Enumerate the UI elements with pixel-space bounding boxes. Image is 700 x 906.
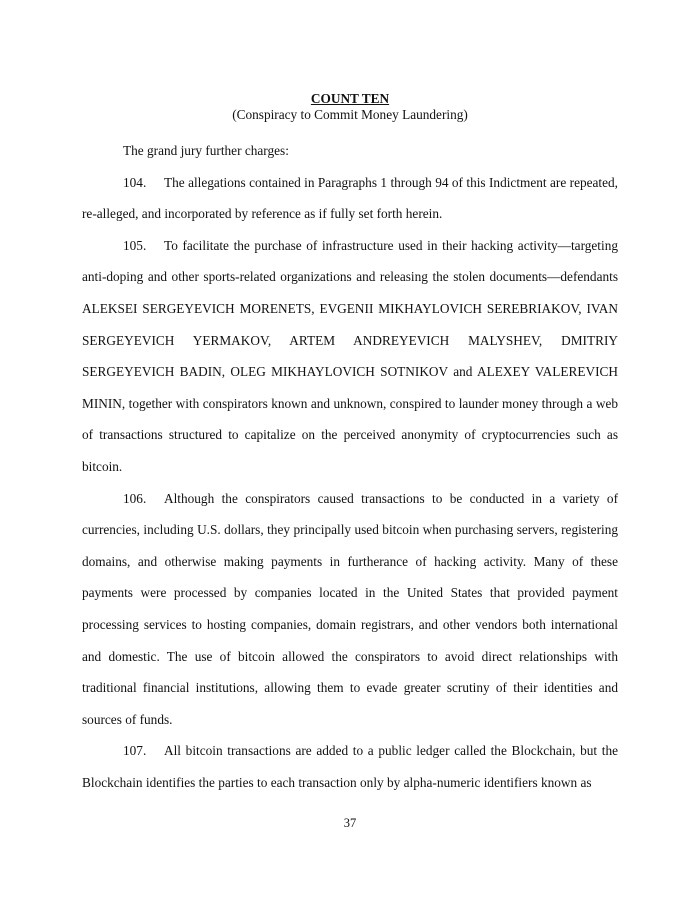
paragraph-text: Although the conspirators caused transactions to be conducted in a variety of currencies, including U.S. dollars, they principally used bitcoin when purchasing servers, registering domains, and otherwise making payments in furtherance of hacking activity. Many of these payments were processed by companies located in the United States that provided payment processing services to hosting companies, domain registrars, and other vendors both international and domestic. The use of bitcoin allowed the conspirators to avoid direct relationships with traditional financial institutions, allowing them to evade greater scrutiny of their identities and sources of funds.: [82, 490, 618, 727]
paragraph-105: [82, 230, 618, 483]
document-body: [82, 135, 618, 798]
page-number: 37: [343, 816, 357, 830]
paragraph-106: [82, 483, 618, 736]
paragraph-text: All bitcoin transactions are added to a public ledger called the Blockchain, but the Blockchain identifies the parties to each transaction only by alpha-numeric identifiers known as: [82, 743, 618, 790]
paragraph-number: 104.: [123, 174, 147, 190]
count-subtitle: (Conspiracy to Commit Money Laundering): [232, 107, 468, 122]
paragraph-text: The allegations contained in Paragraphs 1 through 94 of this Indictment are repeated, re-alleged, and incorporated by reference as if fully set forth herein.: [82, 174, 618, 222]
paragraph-104: [82, 167, 618, 230]
count-title: COUNT TEN: [310, 91, 390, 106]
intro-text: The grand jury further charges:: [123, 143, 289, 158]
paragraph-number: 106.: [123, 490, 147, 506]
paragraph-number: 107.: [123, 743, 147, 759]
paragraph-text: To facilitate the purchase of infrastructure used in their hacking activity—targeting anti-doping and other sports-related organizations and releasing the stolen documents—defendants ALEKSEI SERGEYEVICH MORENETS, EVGENII MIKHAYLOVICH SEREBRIAKOV, IVAN SERGEYEVICH YERMAKOV, ARTEM ANDREYEVICH MALYSHEV, DMITRIY SERGEYEVICH BADIN, OLEG MIKHAYLOVICH SOTNIKOV and ALEXEY VALEREVICH MININ, together with conspirators known and unknown, conspired to launder money through a web of transactions structured to capitalize on the perceived anonymity of cryptocurrencies such as bitcoin.: [82, 237, 618, 474]
intro-paragraph: [82, 135, 618, 167]
paragraph-number: 105.: [123, 237, 147, 253]
paragraph-107: [82, 735, 618, 798]
